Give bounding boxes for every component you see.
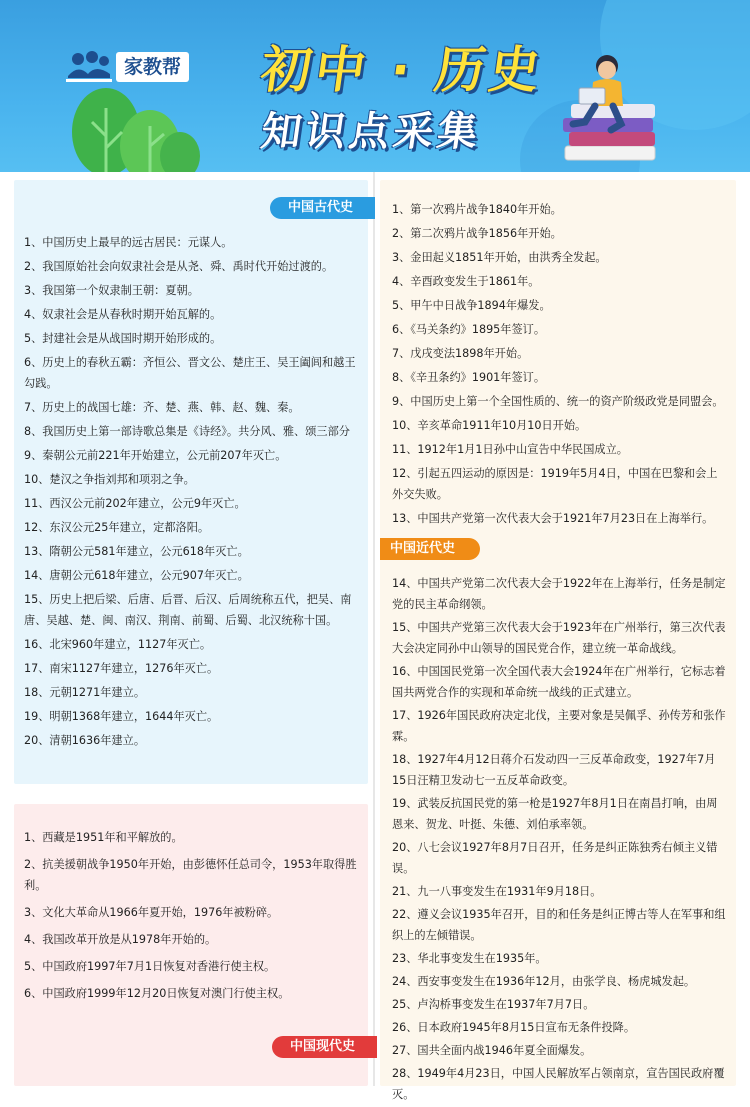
list-item: 26、日本政府1945年8月15日宣布无条件投降。 xyxy=(392,1021,636,1034)
list-item: 10、楚汉之争指刘邦和项羽之争。 xyxy=(24,473,195,486)
list-item: 18、1927年4月12日蒋介石发动四一三反革命政变，1927年7月15日汪精卫发动七一五反革命政变。 xyxy=(392,753,716,787)
list-item: 27、国共全面内战1946年夏全面爆发。 xyxy=(392,1044,592,1057)
list-item: 23、华北事变发生在1935年。 xyxy=(392,952,547,965)
modern-history-list xyxy=(24,827,358,1010)
banner-title-line2: 知识点采集 xyxy=(258,109,485,155)
recent-history-list-top xyxy=(392,199,726,532)
list-item: 4、奴隶社会是从春秋时期开始瓦解的。 xyxy=(24,308,222,321)
list-item: 5、中国政府1997年7月1日恢复对香港行使主权。 xyxy=(24,960,276,973)
list-item: 20、八七会议1927年8月7日召开，任务是纠正陈独秀右倾主义错误。 xyxy=(392,841,718,875)
list-item: 3、文化大革命从1966年夏开始，1976年被粉碎。 xyxy=(24,906,279,919)
list-item: 10、辛亥革命1911年10月10日开始。 xyxy=(392,419,587,432)
column-divider xyxy=(373,172,375,1086)
list-item: 28、1949年4月23日，中国人民解放军占领南京，宣告国民政府覆灭。 xyxy=(392,1067,725,1101)
banner-title-line1: 初中 · 历史 xyxy=(257,41,548,99)
bush-illustration xyxy=(64,86,204,172)
list-item: 5、甲午中日战争1894年爆发。 xyxy=(392,299,551,312)
list-item: 22、遵义会议1935年召开，目的和任务是纠正博古等人在军事和组织上的左倾错误。 xyxy=(392,908,726,942)
list-item: 6、《马关条约》1895年签订。 xyxy=(392,323,546,336)
list-item: 6、历史上的春秋五霸：齐恒公、晋文公、楚庄王、吴王阖闾和越王勾践。 xyxy=(24,356,356,390)
reader-illustration xyxy=(555,48,665,172)
ancient-history-list xyxy=(24,232,358,754)
list-item: 5、封建社会是从战国时期开始形成的。 xyxy=(24,332,222,345)
ancient-history-tag: 中国古代史 xyxy=(270,197,375,219)
modern-history-tag: 中国现代史 xyxy=(272,1036,377,1058)
list-item: 19、武装反抗国民党的第一枪是1927年8月1日在南昌打响，由周恩来、贺龙、叶挺、朱德、刘伯承率领。 xyxy=(392,797,718,831)
list-item: 15、历史上把后梁、后唐、后晋、后汉、后周统称五代，把吴、南唐、吴越、楚、闽、南汉、荆南、前蜀、后蜀、北汉统称十国。 xyxy=(24,593,352,627)
list-item: 25、卢沟桥事变发生在1937年7月7日。 xyxy=(392,998,595,1011)
list-item: 8、我国历史上第一部诗歌总集是《诗经》。共分风、雅、颂三部分 xyxy=(24,425,350,438)
list-item: 24、西安事变发生在1936年12月，由张学良、杨虎城发起。 xyxy=(392,975,696,988)
recent-history-list-bottom xyxy=(392,573,726,1107)
recent-history-tag: 中国近代史 xyxy=(380,538,480,560)
list-item: 16、北宋960年建立，1127年灭亡。 xyxy=(24,638,212,651)
list-item: 18、元朝1271年建立。 xyxy=(24,686,146,699)
logo xyxy=(64,48,224,88)
header-banner xyxy=(0,0,750,172)
list-item: 17、南宋1127年建立，1276年灭亡。 xyxy=(24,662,219,675)
logo-people-icon xyxy=(64,50,114,84)
list-item: 4、我国改革开放是从1978年开始的。 xyxy=(24,933,217,946)
list-item: 2、抗美援朝战争1950年开始，由彭德怀任总司令，1953年取得胜利。 xyxy=(24,858,357,892)
list-item: 3、我国第一个奴隶制王朝：夏朝。 xyxy=(24,284,199,297)
list-item: 6、中国政府1999年12月20日恢复对澳门行使主权。 xyxy=(24,987,290,1000)
list-item: 2、我国原始社会向奴隶社会是从尧、舜、禹时代开始过渡的。 xyxy=(24,260,334,273)
list-item: 15、中国共产党第三次代表大会于1923年在广州举行，第三次代表大会决定同孙中山领导的国民党合作，建立统一革命战线。 xyxy=(392,621,726,655)
list-item: 1、第一次鸦片战争1840年开始。 xyxy=(392,203,562,216)
list-item: 1、西藏是1951年和平解放的。 xyxy=(24,831,183,844)
list-item: 17、1926年国民政府决定北伐，主要对象是吴佩孚、孙传芳和张作霖。 xyxy=(392,709,726,743)
list-item: 9、秦朝公元前221年开始建立，公元前207年灭亡。 xyxy=(24,449,287,462)
list-item: 14、唐朝公元618年建立，公元907年灭亡。 xyxy=(24,569,249,582)
list-item: 4、辛酉政变发生于1861年。 xyxy=(392,275,540,288)
list-item: 2、第二次鸦片战争1856年开始。 xyxy=(392,227,562,240)
list-item: 7、戊戌变法1898年开始。 xyxy=(392,347,529,360)
list-item: 12、东汉公元25年建立，定都洛阳。 xyxy=(24,521,210,534)
list-item: 8、《辛丑条约》1901年签订。 xyxy=(392,371,546,384)
list-item: 13、隋朝公元581年建立，公元618年灭亡。 xyxy=(24,545,249,558)
list-item: 12、引起五四运动的原因是：1919年5月4日，中国在巴黎和会上外交失败。 xyxy=(392,467,718,501)
list-item: 20、清朝1636年建立。 xyxy=(24,734,146,747)
list-item: 7、历史上的战国七雄：齐、楚、燕、韩、赵、魏、秦。 xyxy=(24,401,300,414)
list-item: 21、九一八事变发生在1931年9月18日。 xyxy=(392,885,602,898)
list-item: 16、中国国民党第一次全国代表大会1924年在广州举行，它标志着国共两党合作的实现和革命统一战线的正式建立。 xyxy=(392,665,726,699)
list-item: 1、中国历史上最早的远古居民：元谋人。 xyxy=(24,236,233,249)
list-item: 19、明朝1368年建立，1644年灭亡。 xyxy=(24,710,219,723)
list-item: 14、中国共产党第二次代表大会于1922年在上海举行，任务是制定党的民主革命纲领。 xyxy=(392,577,726,611)
list-item: 3、金田起义1851年开始，由洪秀全发起。 xyxy=(392,251,607,264)
list-item: 11、1912年1月1日孙中山宣告中华民国成立。 xyxy=(392,443,628,456)
list-item: 11、西汉公元前202年建立，公元9年灭亡。 xyxy=(24,497,246,510)
list-item: 13、中国共产党第一次代表大会于1921年7月23日在上海举行。 xyxy=(392,512,714,525)
list-item: 9、中国历史上第一个全国性质的、统一的资产阶级政党是同盟会。 xyxy=(392,395,724,408)
logo-text: 家教帮 xyxy=(116,52,189,82)
